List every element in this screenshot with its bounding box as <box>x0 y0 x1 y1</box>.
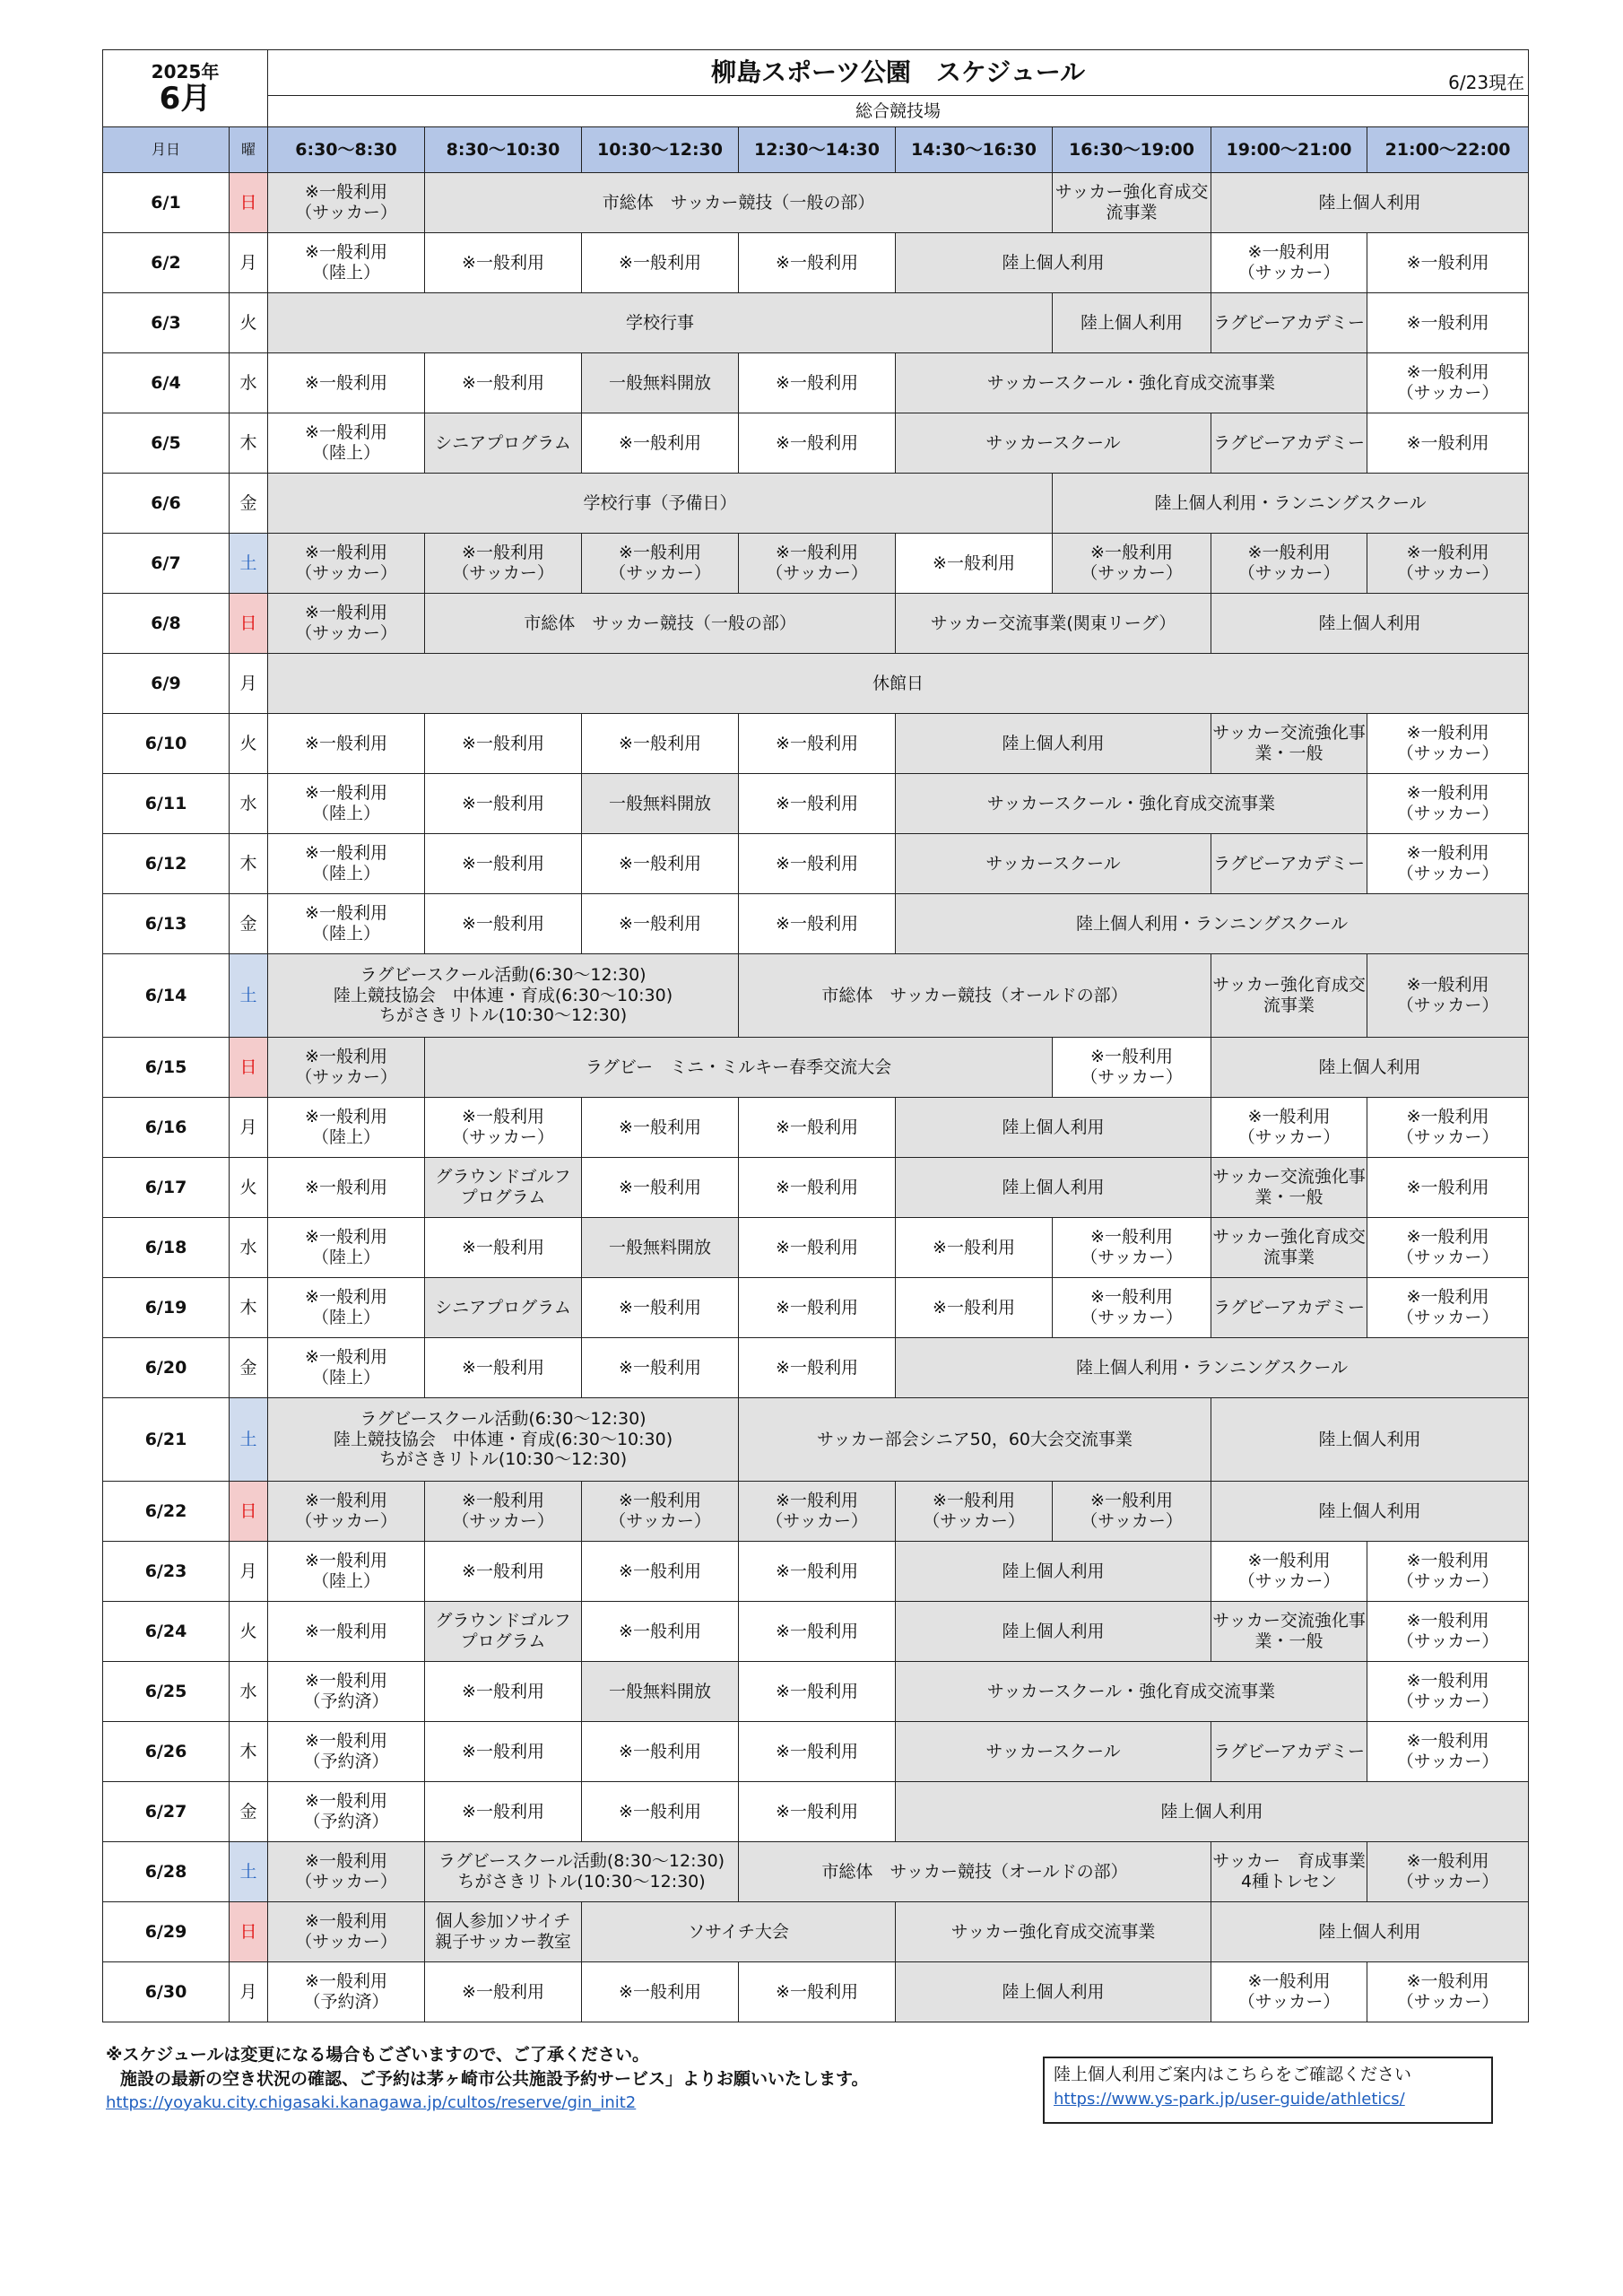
table-row <box>103 1602 1529 1662</box>
date-cell: 6/4 <box>103 353 230 413</box>
weekday-cell: 火 <box>230 714 268 774</box>
date-cell: 6/18 <box>103 1218 230 1278</box>
schedule-cell: ※一般利用 （陸上） <box>268 774 425 834</box>
schedule-cell: 陸上個人利用 <box>896 233 1211 293</box>
date-cell: 6/17 <box>103 1158 230 1218</box>
weekday-cell: 土 <box>230 1842 268 1902</box>
schedule-cell: ※一般利用 （サッカー） <box>268 173 425 233</box>
schedule-cell: 陸上個人利用 <box>1211 1038 1529 1098</box>
schedule-cell: ※一般利用 （サッカー） <box>1367 1098 1529 1158</box>
slot-header: 10:30～12:30 <box>582 127 739 173</box>
schedule-cell: ※一般利用 （サッカー） <box>1211 1098 1367 1158</box>
schedule-cell: ※一般利用 （サッカー） <box>268 1842 425 1902</box>
weekday-cell: 月 <box>230 1542 268 1602</box>
schedule-cell: 陸上個人利用 <box>896 1542 1211 1602</box>
schedule-cell: ※一般利用 （サッカー） <box>582 1482 739 1542</box>
schedule-cell: サッカー部会シニア50，60大会交流事業 <box>739 1398 1211 1482</box>
schedule-cell: ※一般利用 （陸上） <box>268 834 425 894</box>
schedule-cell: サッカー強化育成交流事業 <box>1211 954 1367 1038</box>
schedule-cell: ※一般利用 <box>582 834 739 894</box>
date-cell: 6/23 <box>103 1542 230 1602</box>
date-cell: 6/16 <box>103 1098 230 1158</box>
table-row <box>103 1542 1529 1602</box>
schedule-cell: ※一般利用 （陸上） <box>268 413 425 474</box>
date-cell: 6/24 <box>103 1602 230 1662</box>
schedule-cell: ※一般利用 <box>1367 1158 1529 1218</box>
schedule-cell: ※一般利用 <box>896 1278 1053 1338</box>
schedule-cell: 陸上個人利用 <box>1211 1902 1529 1962</box>
table-row <box>103 1902 1529 1962</box>
schedule-cell: ラグビーアカデミー <box>1211 1278 1367 1338</box>
schedule-cell: ※一般利用 <box>425 1338 582 1398</box>
note-reservation: 施設の最新の空き状況の確認、ご予約は茅ヶ崎市公共施設予約サービス」よりお願いいたします。 <box>120 2068 869 2089</box>
schedule-cell: サッカー交流強化事業・一般 <box>1211 1602 1367 1662</box>
schedule-cell: ※一般利用 （サッカー） <box>1367 353 1529 413</box>
schedule-cell: シニアプログラム <box>425 1278 582 1338</box>
schedule-cell: ※一般利用 （サッカー） <box>1367 534 1529 594</box>
schedule-cell: ※一般利用 <box>425 1662 582 1722</box>
as-of-date: 6/23現在 <box>1448 72 1525 93</box>
schedule-cell: ※一般利用 （サッカー） <box>1367 714 1529 774</box>
weekday-cell: 水 <box>230 1662 268 1722</box>
schedule-cell: ※一般利用 <box>739 1338 896 1398</box>
schedule-cell: ラグビーアカデミー <box>1211 413 1367 474</box>
weekday-cell: 木 <box>230 834 268 894</box>
schedule-cell: サッカースクール・強化育成交流事業 <box>896 774 1367 834</box>
schedule-cell: ※一般利用 （サッカー） <box>1211 534 1367 594</box>
schedule-cell: ※一般利用 （サッカー） <box>268 1038 425 1098</box>
table-row <box>103 474 1529 534</box>
schedule-cell: サッカー交流強化事業・一般 <box>1211 714 1367 774</box>
schedule-cell: ※一般利用 <box>739 834 896 894</box>
date-cell: 6/3 <box>103 293 230 353</box>
table-row <box>103 1338 1529 1398</box>
schedule-cell: 陸上個人利用 <box>896 1158 1211 1218</box>
schedule-cell: ※一般利用 （サッカー） <box>1367 1602 1529 1662</box>
schedule-cell: ラグビーアカデミー <box>1211 834 1367 894</box>
schedule-cell: サッカー強化育成交流事業 <box>1211 1218 1367 1278</box>
schedule-cell: 休館日 <box>268 654 1529 714</box>
schedule-cell: ※一般利用 （陸上） <box>268 1278 425 1338</box>
schedule-cell: 陸上個人利用 <box>896 1602 1211 1662</box>
table-row <box>103 1962 1529 2022</box>
schedule-cell: サッカー 育成事業 4種トレセン <box>1211 1842 1367 1902</box>
weekday-cell: 月 <box>230 654 268 714</box>
schedule-cell: 市総体 サッカー競技（一般の部） <box>425 594 896 654</box>
date-cell: 6/26 <box>103 1722 230 1782</box>
schedule-cell: ※一般利用 <box>425 1962 582 2022</box>
weekday-cell: 金 <box>230 474 268 534</box>
table-row <box>103 293 1529 353</box>
table-row <box>103 1398 1529 1482</box>
schedule-cell: 一般無料開放 <box>582 1662 739 1722</box>
schedule-cell: 個人参加ソサイチ 親子サッカー教室 <box>425 1902 582 1962</box>
schedule-cell: ※一般利用 （サッカー） <box>1367 1842 1529 1902</box>
weekday-cell: 土 <box>230 534 268 594</box>
table-row <box>103 353 1529 413</box>
schedule-cell: 市総体 サッカー競技（オールドの部） <box>739 1842 1211 1902</box>
schedule-cell: ※一般利用 <box>268 1158 425 1218</box>
weekday-cell: 月 <box>230 233 268 293</box>
schedule-cell: ※一般利用 <box>739 1602 896 1662</box>
table-row <box>103 1662 1529 1722</box>
schedule-cell: ※一般利用 （サッカー） <box>268 594 425 654</box>
weekday-cell: 土 <box>230 1398 268 1482</box>
schedule-cell: ※一般利用 （サッカー） <box>1367 774 1529 834</box>
schedule-cell: ※一般利用 <box>425 353 582 413</box>
weekday-cell: 日 <box>230 1482 268 1542</box>
schedule-cell: サッカースクール <box>896 413 1211 474</box>
table-row <box>103 534 1529 594</box>
schedule-cell: ※一般利用 <box>582 714 739 774</box>
athletics-info-box <box>1043 2057 1493 2124</box>
schedule-cell: ※一般利用 <box>739 1962 896 2022</box>
schedule-cell: ※一般利用 （サッカー） <box>1211 233 1367 293</box>
table-row <box>103 594 1529 654</box>
schedule-cell: ラグビースクール活動(8:30～12:30) ちがさきリトル(10:30～12:30) <box>425 1842 739 1902</box>
schedule-cell: 陸上個人利用・ランニングスクール <box>896 894 1529 954</box>
table-row <box>103 894 1529 954</box>
schedule-cell: ※一般利用 <box>739 353 896 413</box>
schedule-cell: ※一般利用 （陸上） <box>268 1098 425 1158</box>
year-month-cell <box>103 50 268 127</box>
weekday-cell: 月 <box>230 1098 268 1158</box>
weekday-cell: 日 <box>230 1902 268 1962</box>
schedule-cell: ※一般利用 <box>582 1158 739 1218</box>
schedule-cell: ※一般利用 <box>582 894 739 954</box>
schedule-cell: ※一般利用 <box>896 1218 1053 1278</box>
schedule-cell: 陸上個人利用 <box>896 714 1211 774</box>
schedule-cell: ※一般利用 <box>1367 413 1529 474</box>
slot-header: 21:00～22:00 <box>1367 127 1529 173</box>
schedule-cell: ※一般利用 （サッカー） <box>739 1482 896 1542</box>
date-cell: 6/14 <box>103 954 230 1038</box>
schedule-cell: ※一般利用 <box>268 353 425 413</box>
weekday-cell: 火 <box>230 1158 268 1218</box>
date-cell: 6/9 <box>103 654 230 714</box>
slot-header: 6:30～8:30 <box>268 127 425 173</box>
note-change: ※スケジュールは変更になる場合もございますので、ご了承ください。 <box>106 2045 649 2065</box>
weekday-cell: 土 <box>230 954 268 1038</box>
venue-label: 総合競技場 <box>268 96 1529 127</box>
date-cell: 6/22 <box>103 1482 230 1542</box>
schedule-cell: ※一般利用 （サッカー） <box>425 534 582 594</box>
table-row <box>103 413 1529 474</box>
weekday-cell: 火 <box>230 1602 268 1662</box>
schedule-cell: ※一般利用 <box>739 1278 896 1338</box>
schedule-cell: ※一般利用 <box>425 1542 582 1602</box>
weekday-cell: 日 <box>230 594 268 654</box>
schedule-cell: ※一般利用 <box>739 894 896 954</box>
schedule-cell: ※一般利用 （サッカー） <box>739 534 896 594</box>
schedule-cell: ※一般利用 （サッカー） <box>1367 1722 1529 1782</box>
schedule-cell: ※一般利用 （サッカー） <box>1053 1038 1211 1098</box>
schedule-cell: ※一般利用 <box>1367 233 1529 293</box>
schedule-cell: ※一般利用 （サッカー） <box>425 1482 582 1542</box>
slot-header: 12:30～14:30 <box>739 127 896 173</box>
schedule-cell: 学校行事（予備日） <box>268 474 1053 534</box>
date-cell: 6/20 <box>103 1338 230 1398</box>
weekday-cell: 金 <box>230 894 268 954</box>
schedule-cell: ※一般利用 （陸上） <box>268 894 425 954</box>
schedule-cell: ※一般利用 <box>425 834 582 894</box>
weekday-cell: 月 <box>230 1962 268 2022</box>
schedule-cell: ※一般利用 （サッカー） <box>268 534 425 594</box>
schedule-cell: 一般無料開放 <box>582 1218 739 1278</box>
schedule-cell: ※一般利用 <box>582 1782 739 1842</box>
table-row <box>103 1278 1529 1338</box>
schedule-cell: 陸上個人利用 <box>1053 293 1211 353</box>
date-cell: 6/10 <box>103 714 230 774</box>
table-row <box>103 1482 1529 1542</box>
schedule-cell: ※一般利用 （陸上） <box>268 233 425 293</box>
page-title: 柳島スポーツ公園 スケジュール <box>710 57 1086 88</box>
reservation-link[interactable]: https://yoyaku.city.chigasaki.kanagawa.jp/cultos/reserve/gin_init2 <box>106 2092 637 2112</box>
schedule-cell: ソサイチ大会 <box>582 1902 896 1962</box>
schedule-cell: ※一般利用 （予約済） <box>268 1962 425 2022</box>
schedule-cell: ※一般利用 <box>582 1542 739 1602</box>
weekday-cell: 木 <box>230 1278 268 1338</box>
schedule-cell: ※一般利用 <box>425 233 582 293</box>
schedule-cell: ※一般利用 （サッカー） <box>425 1098 582 1158</box>
date-cell: 6/5 <box>103 413 230 474</box>
date-cell: 6/12 <box>103 834 230 894</box>
schedule-cell: ※一般利用 <box>582 1278 739 1338</box>
column-header-row <box>103 127 1529 173</box>
schedule-cell: ※一般利用 （サッカー） <box>1367 1278 1529 1338</box>
schedule-cell: ※一般利用 <box>739 1662 896 1722</box>
month-label: 6月 <box>159 80 212 117</box>
schedule-cell: ※一般利用 <box>896 534 1053 594</box>
schedule-cell: ※一般利用 <box>582 1722 739 1782</box>
table-row <box>103 1782 1529 1842</box>
schedule-cell: サッカー強化育成交流事業 <box>896 1902 1211 1962</box>
date-cell: 6/13 <box>103 894 230 954</box>
schedule-cell: ※一般利用 <box>739 714 896 774</box>
table-row <box>103 173 1529 233</box>
schedule-cell: ※一般利用 （サッカー） <box>1053 534 1211 594</box>
schedule-cell: ※一般利用 （サッカー） <box>1211 1542 1367 1602</box>
weekday-cell: 木 <box>230 1722 268 1782</box>
schedule-cell: ※一般利用 （サッカー） <box>1367 1662 1529 1722</box>
weekday-cell: 金 <box>230 1782 268 1842</box>
schedule-cell: ※一般利用 <box>1367 293 1529 353</box>
table-row <box>103 834 1529 894</box>
date-cell: 6/6 <box>103 474 230 534</box>
table-row <box>103 1218 1529 1278</box>
schedule-cell: ※一般利用 <box>425 1218 582 1278</box>
schedule-cell: サッカースクール・強化育成交流事業 <box>896 1662 1367 1722</box>
schedule-cell: ※一般利用 （サッカー） <box>582 534 739 594</box>
schedule-cell: ※一般利用 <box>425 1722 582 1782</box>
schedule-cell: シニアプログラム <box>425 413 582 474</box>
table-row <box>103 714 1529 774</box>
date-cell: 6/15 <box>103 1038 230 1098</box>
schedule-cell: ※一般利用 <box>739 1542 896 1602</box>
schedule-cell: ※一般利用 （サッカー） <box>1367 834 1529 894</box>
schedule-cell: ※一般利用 <box>425 1782 582 1842</box>
table-row <box>103 1098 1529 1158</box>
date-cell: 6/11 <box>103 774 230 834</box>
table-row <box>103 954 1529 1038</box>
schedule-cell: ※一般利用 （陸上） <box>268 1338 425 1398</box>
schedule-cell: ※一般利用 （サッカー） <box>1367 1962 1529 2022</box>
schedule-cell: サッカー交流強化事業・一般 <box>1211 1158 1367 1218</box>
schedule-cell: ※一般利用 <box>582 413 739 474</box>
schedule-cell: ※一般利用 （サッカー） <box>1367 1218 1529 1278</box>
schedule-cell: ※一般利用 <box>582 1602 739 1662</box>
schedule-cell: ※一般利用 <box>582 233 739 293</box>
weekday-cell: 水 <box>230 1218 268 1278</box>
schedule-cell: 陸上個人利用・ランニングスクール <box>1053 474 1529 534</box>
schedule-cell: 陸上個人利用 <box>1211 1482 1529 1542</box>
schedule-cell: ※一般利用 （予約済） <box>268 1782 425 1842</box>
footer-notes <box>106 2043 868 2114</box>
table-row <box>103 1842 1529 1902</box>
schedule-cell: 陸上個人利用 <box>896 1962 1211 2022</box>
schedule-cell: 陸上個人利用 <box>1211 173 1529 233</box>
date-cell: 6/1 <box>103 173 230 233</box>
title-cell <box>268 50 1529 96</box>
date-cell: 6/27 <box>103 1782 230 1842</box>
schedule-cell: サッカースクール <box>896 834 1211 894</box>
weekday-cell: 日 <box>230 1038 268 1098</box>
schedule-cell: ※一般利用 <box>582 1962 739 2022</box>
table-row <box>103 1722 1529 1782</box>
schedule-cell: ラグビースクール活動(6:30～12:30) 陸上競技協会 中体連・育成(6:30～10:30) ちがさきリトル(10:30～12:30) <box>268 954 739 1038</box>
schedule-cell: ※一般利用 <box>739 233 896 293</box>
schedule-cell: ※一般利用 （サッカー） <box>1367 954 1529 1038</box>
weekday-cell: 水 <box>230 774 268 834</box>
slot-header: 16:30～19:00 <box>1053 127 1211 173</box>
schedule-cell: 陸上個人利用 <box>896 1098 1211 1158</box>
schedule-cell: 一般無料開放 <box>582 774 739 834</box>
schedule-cell: ラグビー ミニ・ミルキー春季交流大会 <box>425 1038 1053 1098</box>
schedule-cell: グラウンドゴルフ プログラム <box>425 1158 582 1218</box>
table-row <box>103 233 1529 293</box>
schedule-cell: 陸上個人利用 <box>1211 594 1529 654</box>
athletics-info-text: 陸上個人利用ご案内はこちらをご確認ください <box>1054 2065 1412 2084</box>
schedule-cell: ※一般利用 <box>739 1218 896 1278</box>
date-cell: 6/25 <box>103 1662 230 1722</box>
schedule-cell: ※一般利用 （サッカー） <box>1053 1218 1211 1278</box>
date-cell: 6/29 <box>103 1902 230 1962</box>
schedule-cell: ※一般利用 <box>739 1782 896 1842</box>
schedule-cell: ※一般利用 （予約済） <box>268 1722 425 1782</box>
table-row <box>103 1158 1529 1218</box>
athletics-guide-link[interactable]: https://www.ys-park.jp/user-guide/athletics/ <box>1054 2089 1405 2109</box>
schedule-cell: ※一般利用 （予約済） <box>268 1662 425 1722</box>
schedule-cell: ※一般利用 <box>739 413 896 474</box>
slot-header: 14:30～16:30 <box>896 127 1053 173</box>
schedule-cell: ※一般利用 <box>582 1098 739 1158</box>
schedule-cell: ※一般利用 <box>739 1722 896 1782</box>
schedule-cell: サッカー交流事業(関東リーグ） <box>896 594 1211 654</box>
schedule-cell: ※一般利用 <box>582 1338 739 1398</box>
schedule-cell: グラウンドゴルフ プログラム <box>425 1602 582 1662</box>
weekday-cell: 金 <box>230 1338 268 1398</box>
schedule-table <box>102 49 1529 2022</box>
year-label: 2025年 <box>151 60 220 83</box>
schedule-cell: 一般無料開放 <box>582 353 739 413</box>
date-cell: 6/2 <box>103 233 230 293</box>
date-column-header: 月日 <box>103 127 230 173</box>
weekday-cell: 水 <box>230 353 268 413</box>
schedule-cell: ※一般利用 <box>739 774 896 834</box>
slot-header: 19:00～21:00 <box>1211 127 1367 173</box>
schedule-cell: ※一般利用 <box>425 714 582 774</box>
schedule-cell: ※一般利用 （サッカー） <box>1367 1542 1529 1602</box>
schedule-cell: ※一般利用 （サッカー） <box>1053 1482 1211 1542</box>
schedule-cell: 陸上個人利用 <box>896 1782 1529 1842</box>
schedule-cell: ラグビーアカデミー <box>1211 1722 1367 1782</box>
weekday-cell: 火 <box>230 293 268 353</box>
schedule-cell: 市総体 サッカー競技（一般の部） <box>425 173 1053 233</box>
table-row <box>103 774 1529 834</box>
schedule-cell: ※一般利用 <box>739 1158 896 1218</box>
schedule-cell: 市総体 サッカー競技（オールドの部） <box>739 954 1211 1038</box>
schedule-cell: サッカースクール <box>896 1722 1211 1782</box>
schedule-cell: 陸上個人利用・ランニングスクール <box>896 1338 1529 1398</box>
schedule-cell: ※一般利用 （サッカー） <box>268 1902 425 1962</box>
table-row <box>103 654 1529 714</box>
schedule-cell: ラグビースクール活動(6:30～12:30) 陸上競技協会 中体連・育成(6:30～10:30) ちがさきリトル(10:30～12:30) <box>268 1398 739 1482</box>
schedule-cell: ※一般利用 （サッカー） <box>1053 1278 1211 1338</box>
schedule-cell: サッカー強化育成交流事業 <box>1053 173 1211 233</box>
schedule-cell: サッカースクール・強化育成交流事業 <box>896 353 1367 413</box>
weekday-cell: 日 <box>230 173 268 233</box>
schedule-cell: ※一般利用 （サッカー） <box>896 1482 1053 1542</box>
date-cell: 6/7 <box>103 534 230 594</box>
date-cell: 6/19 <box>103 1278 230 1338</box>
weekday-cell: 木 <box>230 413 268 474</box>
schedule-cell: 学校行事 <box>268 293 1053 353</box>
schedule-cell: ※一般利用 <box>739 1098 896 1158</box>
date-cell: 6/8 <box>103 594 230 654</box>
schedule-cell: ※一般利用 （サッカー） <box>1211 1962 1367 2022</box>
table-row <box>103 1038 1529 1098</box>
date-cell: 6/21 <box>103 1398 230 1482</box>
date-cell: 6/30 <box>103 1962 230 2022</box>
schedule-cell: ※一般利用 <box>268 1602 425 1662</box>
schedule-cell: ※一般利用 （サッカー） <box>268 1482 425 1542</box>
schedule-cell: ラグビーアカデミー <box>1211 293 1367 353</box>
schedule-cell: ※一般利用 <box>425 774 582 834</box>
schedule-cell: ※一般利用 （陸上） <box>268 1542 425 1602</box>
schedule-cell: ※一般利用 （陸上） <box>268 1218 425 1278</box>
schedule-cell: 陸上個人利用 <box>1211 1398 1529 1482</box>
dow-column-header: 曜 <box>230 127 268 173</box>
date-cell: 6/28 <box>103 1842 230 1902</box>
schedule-cell: ※一般利用 <box>425 894 582 954</box>
schedule-cell: ※一般利用 <box>268 714 425 774</box>
slot-header: 8:30～10:30 <box>425 127 582 173</box>
